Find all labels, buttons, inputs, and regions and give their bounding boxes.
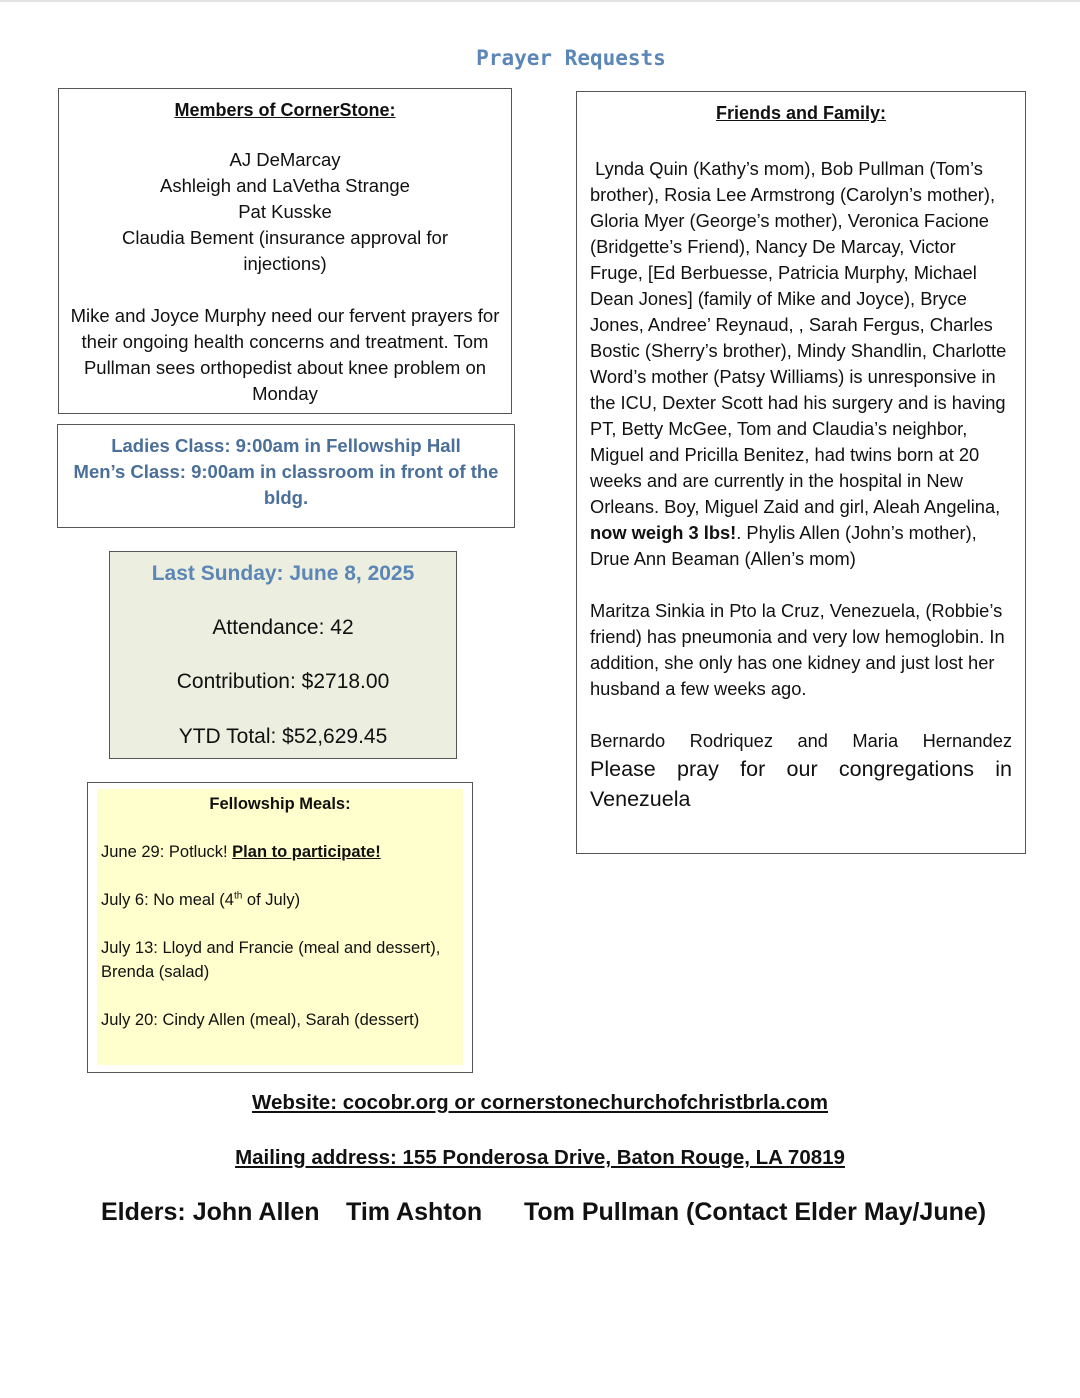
elder-tom-pullman: Tom Pullman (Contact Elder May/June) bbox=[524, 1198, 987, 1226]
website-line: Website: cocobr.org or cornerstonechurchofchristbrla.com bbox=[251, 1091, 828, 1114]
twins-weight: now weigh 3 lbs! bbox=[590, 522, 737, 543]
elder-tim-ashton: Tim Ashton bbox=[346, 1198, 483, 1226]
meal-july20: July 20: Cindy Allen (meal), Sarah (dessert) bbox=[101, 1011, 420, 1029]
ladies-class: Ladies Class: 9:00am in Fellowship Hall bbox=[111, 435, 461, 456]
meals-content bbox=[97, 789, 463, 1065]
maritza-request: Maritza Sinkia in Pto la Cruz, Venezuela, (Robbie’s friend) has pneumonia and very low hemoglobin. In addition, she only has one kidney and just lost her husband a few weeks ago. bbox=[590, 600, 1005, 699]
meals-heading: Fellowship Meals: bbox=[209, 795, 351, 813]
friends-heading: Friends and Family: bbox=[715, 103, 887, 123]
member-name: Ashleigh and LaVetha Strange bbox=[160, 175, 410, 196]
member-name: Claudia Bement (insurance approval for injections) bbox=[122, 227, 448, 274]
meal-june29: June 29: Potluck! Plan to participate! bbox=[101, 843, 381, 861]
member-name: Pat Kusske bbox=[238, 201, 332, 222]
member-name: AJ DeMarcay bbox=[229, 149, 341, 170]
classes-box bbox=[57, 424, 515, 528]
top-divider bbox=[0, 0, 1080, 2]
attendance: Attendance: 42 bbox=[212, 616, 354, 639]
elder-john-allen: Elders: John Allen bbox=[101, 1198, 320, 1226]
members-notes: Mike and Joyce Murphy need our fervent prayers for their ongoing health concerns and treatment. Tom Pullman sees orthopedist about knee problem on Monday bbox=[70, 305, 500, 404]
meal-july13: July 13: Lloyd and Francie (meal and dessert), Brenda (salad) bbox=[101, 939, 441, 981]
page-title: Prayer Requests bbox=[476, 46, 666, 70]
contribution: Contribution: $2718.00 bbox=[176, 670, 390, 693]
friends-list: Lynda Quin (Kathy’s mom), Bob Pullman (Tom’s brother), Rosia Lee Armstrong (Carolyn’s mother), Gloria Myer (George’s mother), Veronica Facione (Bridgette’s Friend), Nancy De Marcay, Victor Fruge, [Ed Berbuesse, Patricia Murphy, Michael Dean Jones] (family of Mike and Joyce), Bryce Jones, Andree’ Reynaud, , Sarah Fergus, Charles Bostic (Sherry’s brother), Mindy Shandlin, Charlotte Word’s mother (Patsy Williams) is unresponsive in the ICU, Dexter Scott had his surgery and is having PT, Betty McGee, Tom and Claudia’s neighbor, Miguel and Pricilla Benitez, had twins born at 20 weeks and are currently in the hospital in New Orleans. Boy, Miguel Zaid and girl, Aleah Angelina, now weigh 3 lbs!. Phylis Allen (John’s mother), Drue Ann Beaman (Allen’s mom) bbox=[590, 158, 1007, 569]
friends-family-box bbox=[576, 91, 1026, 854]
fellowship-meals-box bbox=[87, 782, 473, 1073]
last-sunday-title: Last Sunday: June 8, 2025 bbox=[151, 562, 415, 585]
ytd-total: YTD Total: $52,629.45 bbox=[178, 725, 388, 748]
meal-july6: July 6: No meal (4th of July) bbox=[101, 890, 301, 909]
members-box bbox=[58, 88, 512, 414]
last-sunday-box bbox=[109, 551, 457, 759]
mailing-address: Mailing address: 155 Ponderosa Drive, Baton Rouge, LA 70819 bbox=[235, 1146, 845, 1169]
mens-class: Men’s Class: 9:00am in classroom in front of the bldg. bbox=[73, 461, 499, 508]
venezuela-request: Please pray for our congregations in Venezuela bbox=[590, 757, 1012, 811]
plan-to-participate: Plan to participate! bbox=[232, 843, 381, 861]
members-heading: Members of CornerStone: bbox=[174, 100, 396, 120]
bernardo-maria: Bernardo Rodriquez and Maria Hernandez bbox=[590, 730, 1012, 751]
